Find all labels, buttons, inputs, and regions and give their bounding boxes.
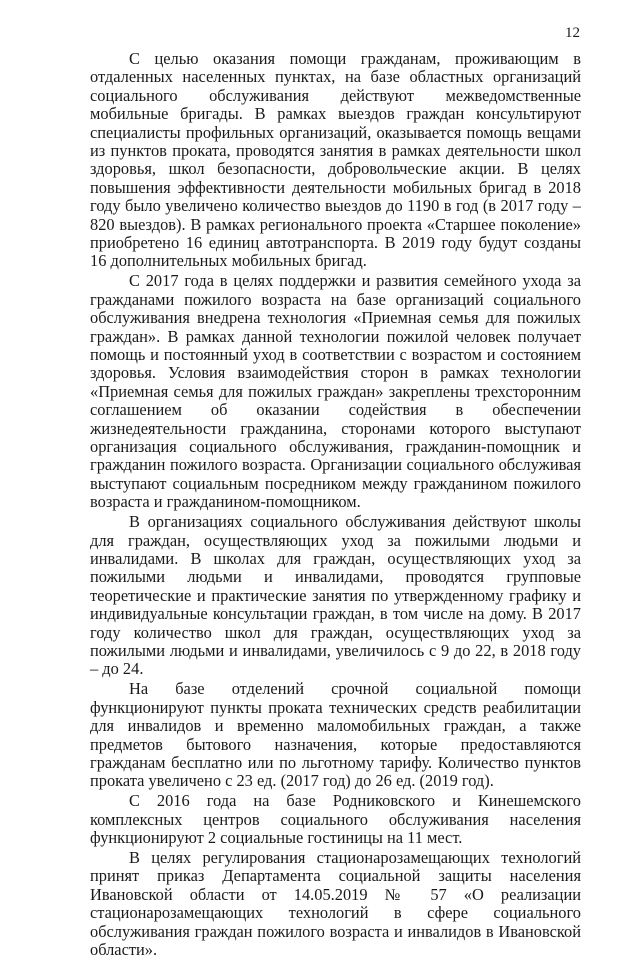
paragraph-caregiver-schools: В организациях социального обслуживания действуют школы для граждан, осуществляющих уход за пожилыми людьми и инвалидами. В школах для граждан, осуществляющих уход за пожилыми людьми и инвалидами, проводятся групповые теоретические и практические занятия по утвержденному графику и индивидуальные консультации граждан, в том числе на дому. В 2017 году количество школ для граждан, осуществляющих уход за пожилыми людьми и инвалидами, увеличилось с 9 до 22, в 2018 году – до 24.: [90, 512, 581, 679]
document-body: [90, 50, 581, 961]
paragraph-rental-points: На базе отделений срочной социальной помощи функционируют пункты проката технических средств реабилитации для инвалидов и временно маломобильных граждан, а также предметов бытового назначения, которые предоставляются гражданам бесплатно или по льготному тарифу. Количество пунктов проката увеличено с 23 ед. (2017 год) до 26 ед. (2019 год).: [90, 679, 581, 791]
paragraph-department-order: В целях регулирования стационарозамещающих технологий принят приказ Департамента социальной защиты населения Ивановской области от 14.05.2019 № 57 «О реализации стационарозамещающих технологий в сфере социального обслуживания граждан пожилого возраста и инвалидов в Ивановской области».: [90, 847, 581, 959]
paragraph-mobile-brigades: С целью оказания помощи гражданам, проживающим в отдаленных населенных пунктах, на базе областных организаций социального обслуживания действуют межведомственные мобильные бригады. В рамках выездов граждан консультируют специалисты профильных организаций, оказывается помощь вещами из пунктов проката, проводятся занятия в рамках деятельности школ здоровья, школ безопасности, добровольческие акции. В целях повышения эффективности деятельности мобильных бригад в 2018 году было увеличено количество выездов до 1190 в год (в 2017 году – 820 выездов). В рамках регионального проекта «Старшее поколение» приобретено 16 единиц автотранспорта. В 2019 году будут созданы 16 дополнительных мобильных бригад.: [90, 49, 581, 271]
page-number: 12: [565, 25, 580, 41]
paragraph-social-hotels: С 2016 года на базе Родниковского и Кинешемского комплексных центров социального обслуживания населения функционируют 2 социальные гостиницы на 11 мест.: [90, 791, 581, 848]
paragraph-foster-family: С 2017 года в целях поддержки и развития семейного ухода за гражданами пожилого возраста на базе организаций социального обслуживания внедрена технология «Приемная семья для пожилых граждан». В рамках данной технологии пожилой человек получает помощь и постоянный уход в соответствии с возрастом и состоянием здоровья. Условия взаимодействия сторон в рамках технологии «Приемная семья для пожилых граждан» закреплены трехсторонним соглашением об оказании содействия в обеспечении жизнедеятельности гражданина, сторонами которого выступают организация социального обслуживания, гражданин-помощник и гражданин пожилого возраста. Организации социального обслуживая выступают социальным посредником между гражданином пожилого возраста и гражданином-помощником.: [90, 271, 581, 512]
